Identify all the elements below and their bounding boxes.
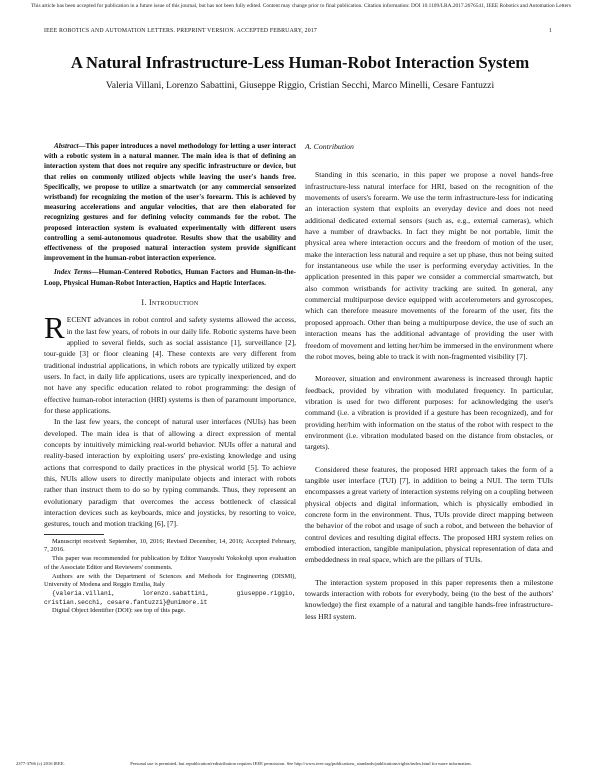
intro-paragraph-1-text: ECENT advances in robot control and safety systems allowed the access, in the last few years, of robots in our daily life. Robotic systems have been applied to several fields, such as social assistance [1], surveillance [2], tour-guide [3] or floor cleaning [4]. These contexts are very different from traditional industrial applications, in which robots are typically utilized by expert users. In fact, in daily life applications, users are typically inexperienced, and do not have any specific education related to robot programming: the design of effective human-robot interaction (HRI) systems is then of paramount importance, for these applications. <box>44 315 296 415</box>
footnote-affiliation: Authors are with the Department of Sciences and Methods for Engineering (DISMI), University of Modena and Reggio Emilia, Italy <box>44 572 296 589</box>
intro-paragraph-1 <box>44 310 296 416</box>
abstract-text: —This paper introduces a novel methodology for letting a user interact with a robotic system in a natural manner. The main idea is that of defining an interaction system that does not require any specific infrastructure or device, but that relies on commonly utilized objects while leaving the user's hands free. Specifically, we propose to utilize a smartwatch (or any commercial sensorized wristband) for recognizing the motion of the user's forearm. This is achieved by measuring accelerations and angular velocities, that are then elaborated for recognizing gestures and for defining velocity commands for the robot. The proposed interaction system is evaluated experimentally with different users controlling a semi-autonomous quadrotor. Results show that the usability and effectiveness of the proposed natural interaction system provide significant improvement in the human-robot interaction experience. <box>44 142 296 263</box>
drop-cap: R <box>44 310 65 346</box>
spacer <box>305 362 553 373</box>
index-terms-label: Index Terms <box>54 268 92 277</box>
intro-paragraph-2: In the last few years, the concept of natural user interfaces (NUIs) has been developed. The main idea is that of allowing a direct expression of mental concepts by intuitively mimicking real-world behavior. NUIs offer a natural and reality-based interaction by exploiting users' pre-existing knowledge and using actions that correspond to daily practices in the physical world [5]. To achieve this, NUIs allow users to directly manipulate objects and interact with robots rather than instruct them to do so by typing commands. Thus, they represent an evolutionary paradigm that overcomes the access bottleneck of classical interaction devices such as keyboards, mice and joysticks, by resorting to voice, gestures, touch and motion tracking [6], [7]. <box>44 417 296 529</box>
accepted-banner: This article has been accepted for publication in a future issue of this journal, but has not been fully edited. Content may change prior to final publication. Citation information: DOI 10.1109/LRA.2017.2676541, IEEE Robotics and Automation Letters <box>31 3 571 9</box>
contribution-paragraph-4: The interaction system proposed in this paper represents then a milestone towards interaction with robots for everybody, being (to the best of the authors' knowledge) the first example of a natural and tangible hands-free infrastructure-less HRI system. <box>305 577 553 621</box>
contribution-paragraph-2: Moreover, situation and environment awareness is increased through haptic feedback, provided by vibration with modulated frequency. In particular, vibration is used for two different purposes: for acknowledging the user's command (i.e. a vibration is provided if a gesture has been recognized), and for providing her/him with information on the status of the robot with respect to the environment (i.e. vibration modulated based on the distance from obstacles, or targets). <box>305 374 553 452</box>
journal-header: IEEE ROBOTICS AND AUTOMATION LETTERS. PREPRINT VERSION. ACCEPTED FEBRUARY, 2017 <box>44 28 318 34</box>
footnote-rule <box>44 534 104 535</box>
contribution-paragraph-3: Considered these features, the proposed HRI approach takes the form of a tangible user interface (TUI) [7], in addition to being a NUI. The term TUIs encompasses a great variety of interaction systems relying on a coupling between physical objects and digital information, which is physically embodied in concrete form in the environment. Thus, TUIs provide direct mapping between the behavior of the robot and usage of such a robot, and between the behavior of control devices and resulting digital effects. The proposed HRI system relies on embodied interaction, tangible manipulation, physical representation of data and embeddedness in real space, which are the pillars of TUIs. <box>305 464 553 565</box>
right-column <box>305 141 553 622</box>
page-number: 1 <box>548 28 552 34</box>
footnote-emails: {valeria.villani, lorenzo.sabattini, giuseppe.riggio, cristian.secchi, cesare.fantuzzi}@unimore.it <box>44 589 296 606</box>
abstract <box>44 141 296 263</box>
author-list: Valeria Villani, Lorenzo Sabattini, Giuseppe Riggio, Cristian Secchi, Marco Minelli, Cesare Fantuzzi <box>105 80 495 91</box>
index-terms-text: —Human-Centered Robotics, Human Factors and Human-in-the-Loop, Physical Human-Robot Interaction, Haptics and Haptic Interfaces. <box>44 268 296 287</box>
page-footer <box>16 761 586 766</box>
running-head <box>44 28 552 34</box>
left-column <box>44 141 296 616</box>
paper-title: A Natural Infrastructure-Less Human-Robot Interaction System <box>70 53 530 72</box>
abstract-label: Abstract <box>54 142 79 150</box>
index-terms <box>44 267 296 287</box>
footnote-received: Manuscript received: September, 10, 2016; Revised December, 14, 2016; Accepted February, 7, 2016. <box>44 537 296 554</box>
introduction-heading: I. Introduction <box>141 297 199 307</box>
spacer <box>305 566 553 577</box>
footnote-doi: Digital Object Identifier (DOI): see top of this page. <box>52 607 186 615</box>
copyright-notice: 2377-3766 (c) 2016 IEEE. <box>16 761 65 766</box>
footnote-recommended: This paper was recommended for publication by Editor Yasuyoshi Yokokohji upon evaluation of the Associate Editor and Reviewers' comments. <box>44 555 296 571</box>
spacer <box>305 158 553 169</box>
footer-text: Personal use is permitted, but republication/redistribution requires IEEE permission. See http://www.ieee.org/publications_standards/publications/rights/index.html for more information. <box>130 761 472 766</box>
contribution-heading: A. Contribution <box>305 142 354 151</box>
spacer <box>305 453 553 464</box>
contribution-paragraph-1: Standing in this scenario, in this paper we propose a novel hands-free infrastructure-less natural interface for HRI, based on the recognition of the movements of users's forearm. We use the term infrastructure-less for indicating an interaction system that exploits an everyday device and does not need additional dedicated external sensors (such as, e.g., external cameras), which have a number of drawbacks. In fact they might be not portable, limit the physical area where interaction occurs and the freedom of motion of the user, make the interaction less natural and require a set up phase, thus not being suited for instantaneous use while the user is performing everyday activities. In the application presented in this paper we consider a commercial smartwatch, but also common wristbands for activity tracking are suited. In general, any commercial multipurpose device equipped with accelerometers and gyroscopes, which can therefore measure movements of the forearm of the user, fits the proposed approach. Other than being a multipurpose device, the use of such an interaction means has the additional advantage of providing the user with freedom of movement and letting her/him be immersed in the environment where the robot moves, being able to track it with non-fragmented visibility [7]. <box>305 170 553 361</box>
